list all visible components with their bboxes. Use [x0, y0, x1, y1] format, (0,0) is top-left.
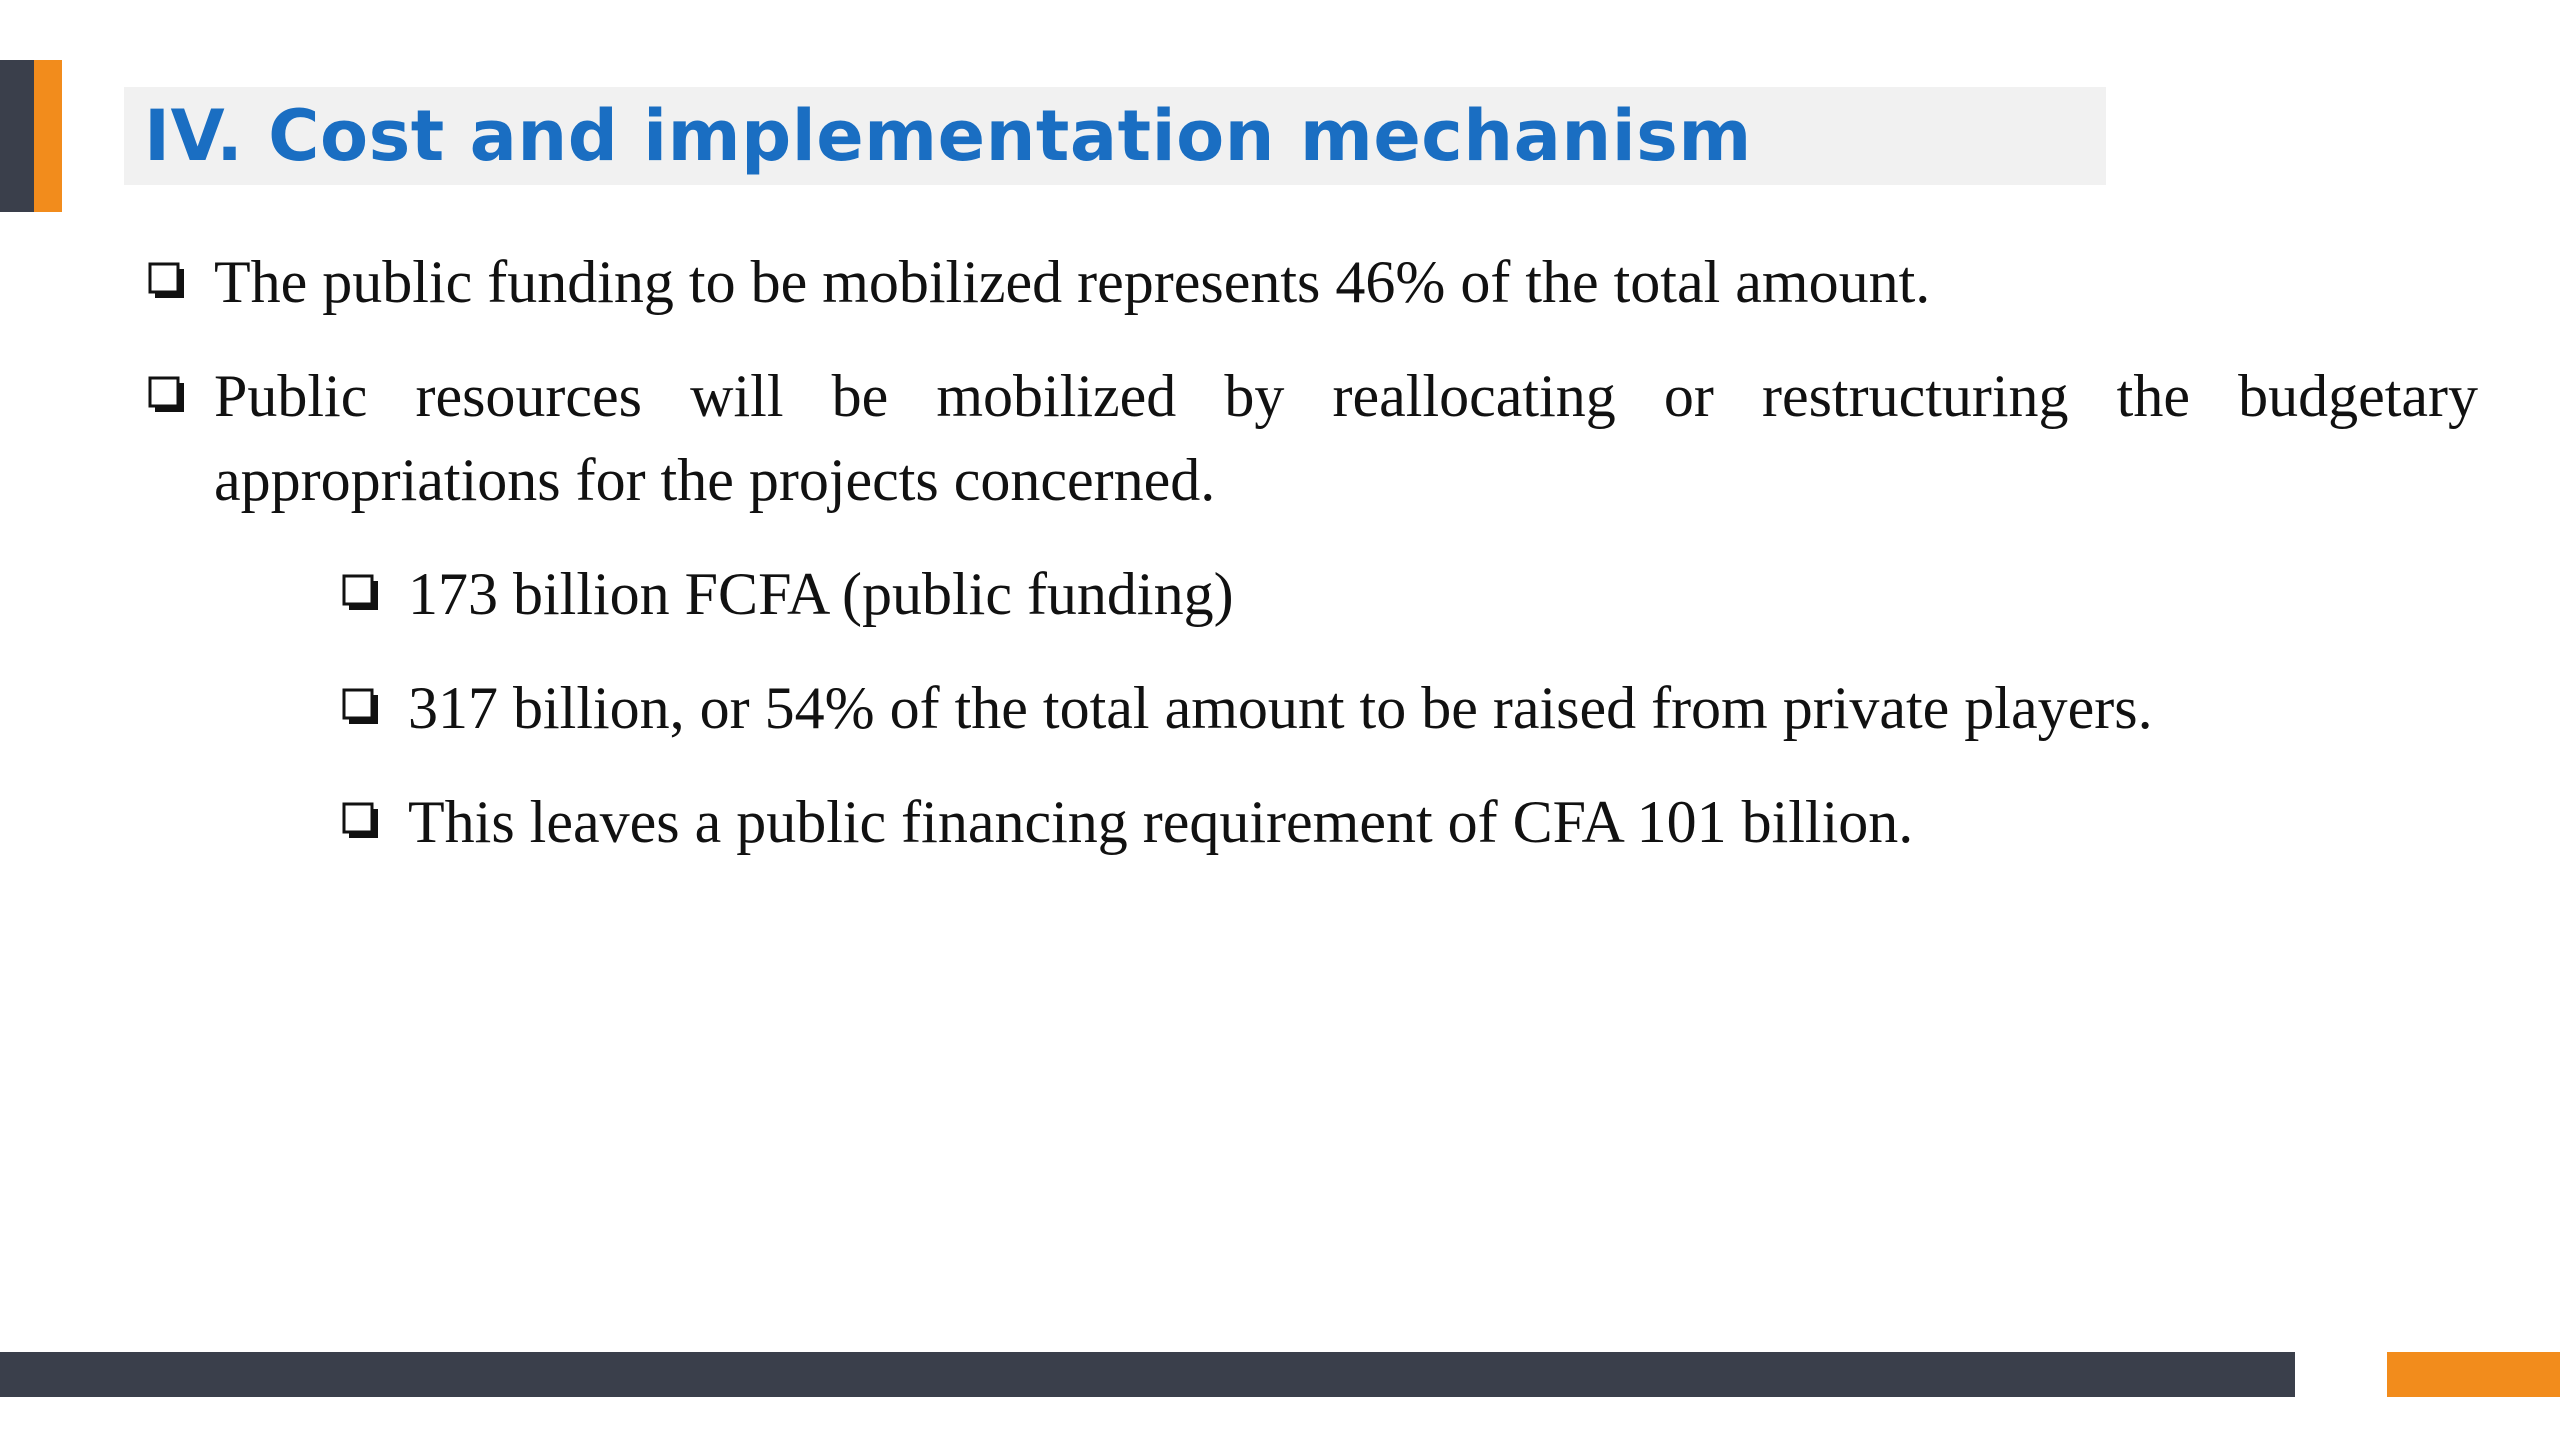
square-checkbox-icon: [342, 574, 380, 612]
bullet-item: [146, 240, 2478, 324]
sub-bullet-text: 173 billion FCFA (public funding): [408, 561, 1234, 627]
title-band: [124, 87, 2106, 185]
top-left-accent-orange-bar: [34, 60, 62, 212]
slide-body: [146, 240, 2478, 894]
sub-bullet-item: [340, 780, 2478, 864]
square-checkbox-icon: [342, 802, 380, 840]
square-checkbox-icon: [342, 688, 380, 726]
slide-title: IV. Cost and implementation mechanism: [144, 95, 1752, 177]
sub-bullet-text: 317 billion, or 54% of the total amount to be raised from private players.: [408, 675, 2153, 741]
square-checkbox-icon: [148, 376, 186, 414]
bullet-text: The public funding to be mobilized represents 46% of the total amount.: [214, 249, 1931, 315]
bullet-item: [146, 354, 2478, 522]
sub-bullet-list: [340, 552, 2478, 864]
footer-orange-bar: [2387, 1352, 2560, 1397]
footer-dark-bar: [0, 1352, 2295, 1397]
square-checkbox-icon: [148, 262, 186, 300]
sub-bullet-text: This leaves a public financing requirement of CFA 101 billion.: [408, 789, 1914, 855]
sub-bullet-item: [340, 552, 2478, 636]
top-left-accent-dark-bar: [0, 60, 34, 212]
sub-bullet-item: [340, 666, 2478, 750]
bullet-text: Public resources will be mobilized by reallocating or restructuring the budgetary appropriations for the projects concerned.: [214, 363, 2478, 513]
